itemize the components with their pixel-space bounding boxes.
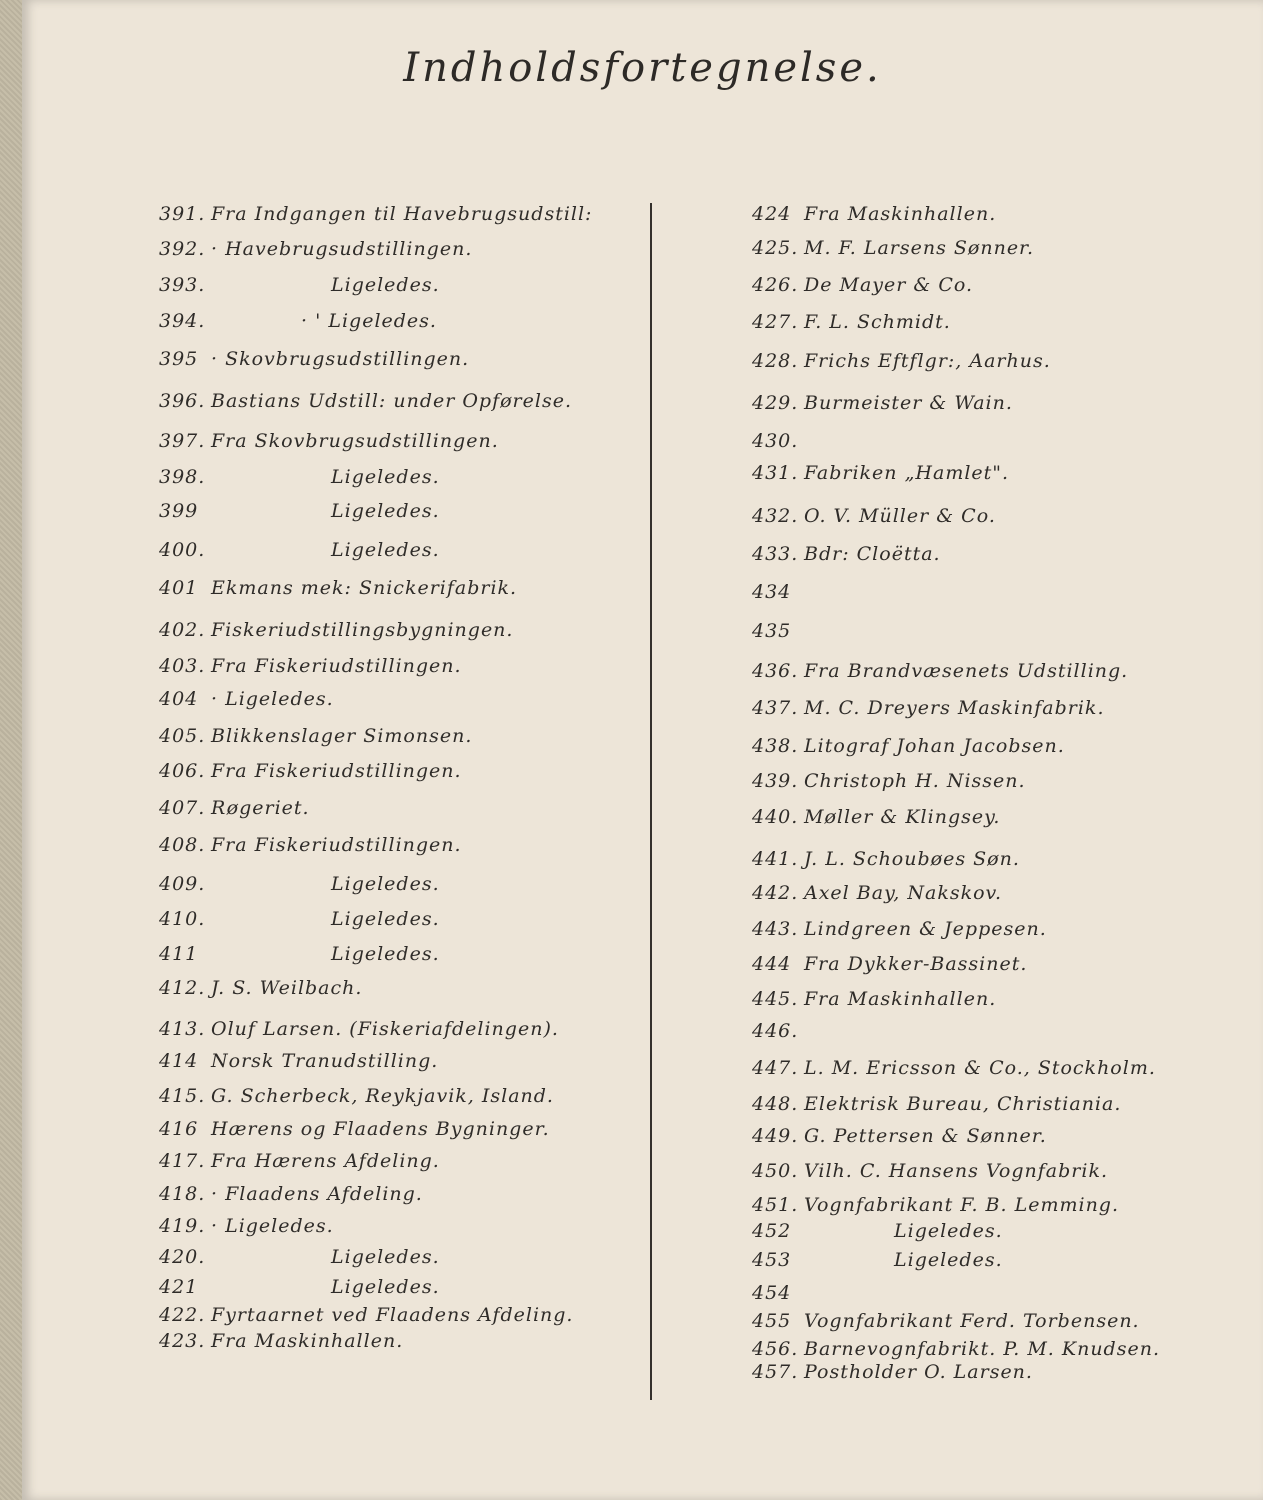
entry-text: Ekmans mek: Snickerifabrik. [211, 577, 518, 599]
entry-text: Axel Bay, Nakskov. [804, 882, 1003, 904]
entry-number: 428. [752, 350, 799, 372]
entry-text: Fra Fiskeriudstillingen. [211, 760, 462, 782]
index-entry [159, 203, 592, 225]
index-entry [159, 760, 462, 782]
entry-number: 442. [752, 882, 799, 904]
index-entry [159, 688, 334, 710]
entry-number: 412. [159, 977, 206, 999]
entry-number: 411 [159, 943, 199, 965]
index-entry [752, 1338, 1160, 1360]
index-entry [752, 848, 1020, 870]
entry-text: Barnevognfabrikt. P. M. Knudsen. [804, 1338, 1160, 1360]
entry-text: Hærens og Flaadens Bygninger. [211, 1118, 550, 1140]
entry-number: 438. [752, 735, 799, 757]
entry-text: · ' Ligeledes. [301, 310, 437, 332]
entry-number: 446. [752, 1020, 799, 1042]
index-entry [752, 505, 996, 527]
entry-text: Bastians Udstill: under Opførelse. [211, 390, 572, 412]
index-entry [159, 797, 310, 819]
entry-text: Fyrtaarnet ved Flaadens Afdeling. [211, 1304, 574, 1326]
entry-number: 413. [159, 1018, 206, 1040]
entry-text: Ligeledes. [331, 1276, 440, 1298]
index-entry [159, 1085, 554, 1107]
entry-text: Ligeledes. [331, 500, 440, 522]
index-entry [752, 1125, 1047, 1147]
entry-text: Fra Fiskeriudstillingen. [211, 834, 462, 856]
index-entry [159, 655, 462, 677]
entry-text: Frichs Eftflgr:, Aarhus. [804, 350, 1051, 372]
entry-text: Elektrisk Bureau, Christiania. [804, 1093, 1122, 1115]
entry-text: Røgeriet. [211, 797, 310, 819]
page-title: Indholdsfortegnelse. [403, 45, 882, 91]
index-entry [159, 274, 440, 296]
entry-text: Norsk Tranudstilling. [211, 1050, 439, 1072]
entry-number: 427. [752, 311, 799, 333]
entry-number: 410. [159, 908, 206, 930]
entry-number: 450. [752, 1160, 799, 1182]
entry-number: 437. [752, 697, 799, 719]
entry-number: 451. [752, 1194, 799, 1216]
index-entry [752, 1220, 1003, 1242]
entry-number: 402. [159, 619, 206, 641]
entry-text: Fra Maskinhallen. [804, 203, 997, 225]
index-entry [752, 1310, 1140, 1332]
index-entry [159, 1150, 440, 1172]
entry-number: 404 [159, 688, 199, 710]
entry-number: 408. [159, 834, 206, 856]
entry-number: 398. [159, 466, 206, 488]
entry-text: Fra Maskinhallen. [211, 1330, 404, 1352]
index-entry [752, 430, 804, 452]
entry-text: Fra Dykker-Bassinet. [804, 953, 1028, 975]
entry-text: Blikkenslager Simonsen. [211, 725, 473, 747]
index-entry [752, 988, 996, 1010]
entry-number: 432. [752, 505, 799, 527]
index-entry [752, 1249, 1003, 1271]
entry-text: Ligeledes. [331, 274, 440, 296]
index-entry [752, 1160, 1108, 1182]
entry-number: 409. [159, 873, 206, 895]
entry-number: 439. [752, 770, 799, 792]
album-page [22, 0, 1263, 1500]
entry-number: 425. [752, 237, 799, 259]
entry-number: 407. [159, 797, 206, 819]
index-entry [159, 1276, 440, 1298]
entry-text: Vilh. C. Hansens Vognfabrik. [804, 1160, 1109, 1182]
index-entry [752, 350, 1051, 372]
entry-text: J. L. Schoubøes Søn. [804, 848, 1020, 870]
index-entry [159, 873, 440, 895]
entry-text: L. M. Ericsson & Co., Stockholm. [804, 1057, 1156, 1079]
entry-number: 440. [752, 806, 799, 828]
entry-number: 395 [159, 348, 199, 370]
index-entry [159, 943, 440, 965]
index-entry [159, 500, 440, 522]
index-entry [159, 1183, 423, 1205]
index-entry [159, 977, 362, 999]
entry-number: 436. [752, 660, 799, 682]
entry-text: Fiskeriudstillingsbygningen. [211, 619, 514, 641]
entry-text: Ligeledes. [331, 539, 440, 561]
column-divider [650, 203, 652, 1400]
index-entry [159, 1246, 440, 1268]
index-entry [752, 770, 1026, 792]
entry-text: Møller & Klingsey. [804, 806, 1001, 828]
entry-text: M. F. Larsens Sønner. [804, 237, 1035, 259]
entry-text: · Ligeledes. [211, 1215, 334, 1237]
entry-number: 415. [159, 1085, 206, 1107]
entry-number: 401 [159, 577, 199, 599]
entry-text: G. Scherbeck, Reykjavik, Island. [211, 1085, 554, 1107]
entry-text: · Flaadens Afdeling. [211, 1183, 423, 1205]
entry-number: 454 [752, 1282, 792, 1304]
entry-number: 444 [752, 953, 792, 975]
index-entry [159, 577, 517, 599]
index-entry [159, 390, 572, 412]
entry-text: · Ligeledes. [211, 688, 334, 710]
entry-text: Vognfabrikant F. B. Lemming. [804, 1194, 1120, 1216]
entry-number: 445. [752, 988, 799, 1010]
entry-number: 426. [752, 274, 799, 296]
entry-number: 399 [159, 500, 199, 522]
entry-text: Fra Fiskeriudstillingen. [211, 655, 462, 677]
entry-text: O. V. Müller & Co. [804, 505, 996, 527]
entry-text: Christoph H. Nissen. [804, 770, 1026, 792]
entry-text: Fra Brandvæsenets Udstilling. [804, 660, 1129, 682]
entry-text: Ligeledes. [894, 1249, 1003, 1271]
entry-text: F. L. Schmidt. [804, 311, 951, 333]
entry-number: 449. [752, 1125, 799, 1147]
entry-number: 394. [159, 310, 206, 332]
index-entry [752, 1361, 1033, 1383]
entry-text: Ligeledes. [331, 466, 440, 488]
index-entry [159, 725, 472, 747]
index-entry [159, 348, 469, 370]
entry-number: 453 [752, 1249, 792, 1271]
entry-number: 391. [159, 203, 206, 225]
index-entry [159, 1304, 573, 1326]
entry-number: 416 [159, 1118, 199, 1140]
entry-number: 418. [159, 1183, 206, 1205]
entry-number: 457. [752, 1361, 799, 1383]
entry-text: Ligeledes. [894, 1220, 1003, 1242]
entry-number: 400. [159, 539, 206, 561]
entry-number: 421 [159, 1276, 199, 1298]
index-entry [752, 806, 1000, 828]
entry-text: · Skovbrugsudstillingen. [211, 348, 470, 370]
entry-text: Ligeledes. [331, 1246, 440, 1268]
entry-number: 433. [752, 543, 799, 565]
entry-number: 443. [752, 918, 799, 940]
index-entry [752, 735, 1065, 757]
entry-text: · Havebrugsudstillingen. [211, 238, 473, 260]
entry-number: 417. [159, 1150, 206, 1172]
index-entry [159, 430, 499, 452]
entry-number: 431. [752, 462, 799, 484]
index-entry [159, 1018, 559, 1040]
index-entry [159, 1215, 334, 1237]
entry-number: 393. [159, 274, 206, 296]
index-entry [752, 1282, 804, 1304]
entry-text: Bdr: Cloëtta. [804, 543, 941, 565]
index-entry [752, 1093, 1121, 1115]
entry-number: 448. [752, 1093, 799, 1115]
entry-number: 403. [159, 655, 206, 677]
entry-number: 423. [159, 1330, 206, 1352]
index-entry [752, 581, 804, 603]
entry-text: Burmeister & Wain. [804, 392, 1013, 414]
index-entry [752, 311, 951, 333]
entry-number: 406. [159, 760, 206, 782]
entry-number: 456. [752, 1338, 799, 1360]
entry-number: 392. [159, 238, 206, 260]
index-entry [752, 237, 1034, 259]
entry-text: Fabriken „Hamlet". [804, 462, 1010, 484]
entry-number: 424 [752, 203, 792, 225]
entry-text: Fra Indgangen til Havebrugsudstill: [211, 203, 593, 225]
index-entry [752, 882, 1002, 904]
index-entry [159, 619, 513, 641]
index-entry [752, 392, 1013, 414]
entry-text: Fra Skovbrugsudstillingen. [211, 430, 499, 452]
index-entry [159, 834, 462, 856]
index-entry [752, 1194, 1119, 1216]
entry-text: Ligeledes. [331, 908, 440, 930]
index-entry [159, 1118, 550, 1140]
entry-text: Vognfabrikant Ferd. Torbensen. [804, 1310, 1140, 1332]
entry-number: 422. [159, 1304, 206, 1326]
index-entry [159, 908, 440, 930]
index-entry [159, 1050, 438, 1072]
entry-number: 452 [752, 1220, 792, 1242]
index-entry [159, 466, 440, 488]
entry-text: Oluf Larsen. (Fiskeriafdelingen). [211, 1018, 559, 1040]
index-entry [752, 697, 1104, 719]
entry-number: 419. [159, 1215, 206, 1237]
entry-number: 447. [752, 1057, 799, 1079]
entry-text: Ligeledes. [331, 943, 440, 965]
index-entry [752, 274, 973, 296]
index-entry [752, 660, 1128, 682]
entry-number: 441. [752, 848, 799, 870]
entry-number: 414 [159, 1050, 199, 1072]
entry-text: Litograf Johan Jacobsen. [804, 735, 1065, 757]
entry-number: 434 [752, 581, 792, 603]
entry-text: J. S. Weilbach. [211, 977, 363, 999]
index-entry [752, 203, 996, 225]
index-entry [752, 1020, 804, 1042]
entry-number: 430. [752, 430, 799, 452]
entry-text: Postholder O. Larsen. [804, 1361, 1033, 1383]
entry-number: 429. [752, 392, 799, 414]
entry-number: 396. [159, 390, 206, 412]
entry-number: 397. [159, 430, 206, 452]
binding-cloth [0, 0, 22, 1500]
entry-text: Fra Hærens Afdeling. [211, 1150, 440, 1172]
index-entry [752, 918, 1047, 940]
index-entry [159, 1330, 403, 1352]
index-entry [752, 1057, 1156, 1079]
entry-number: 455 [752, 1310, 792, 1332]
index-entry [752, 620, 804, 642]
index-entry [752, 953, 1027, 975]
entry-number: 420. [159, 1246, 206, 1268]
entry-text: M. C. Dreyers Maskinfabrik. [804, 697, 1105, 719]
entry-text: Fra Maskinhallen. [804, 988, 997, 1010]
index-entry [159, 238, 472, 260]
entry-number: 405. [159, 725, 206, 747]
entry-text: De Mayer & Co. [804, 274, 974, 296]
index-entry [752, 543, 941, 565]
entry-number: 435 [752, 620, 792, 642]
index-entry [159, 539, 440, 561]
entry-text: G. Pettersen & Sønner. [804, 1125, 1047, 1147]
index-entry [159, 310, 437, 332]
entry-text: Lindgreen & Jeppesen. [804, 918, 1047, 940]
entry-text: Ligeledes. [331, 873, 440, 895]
index-entry [752, 462, 1009, 484]
